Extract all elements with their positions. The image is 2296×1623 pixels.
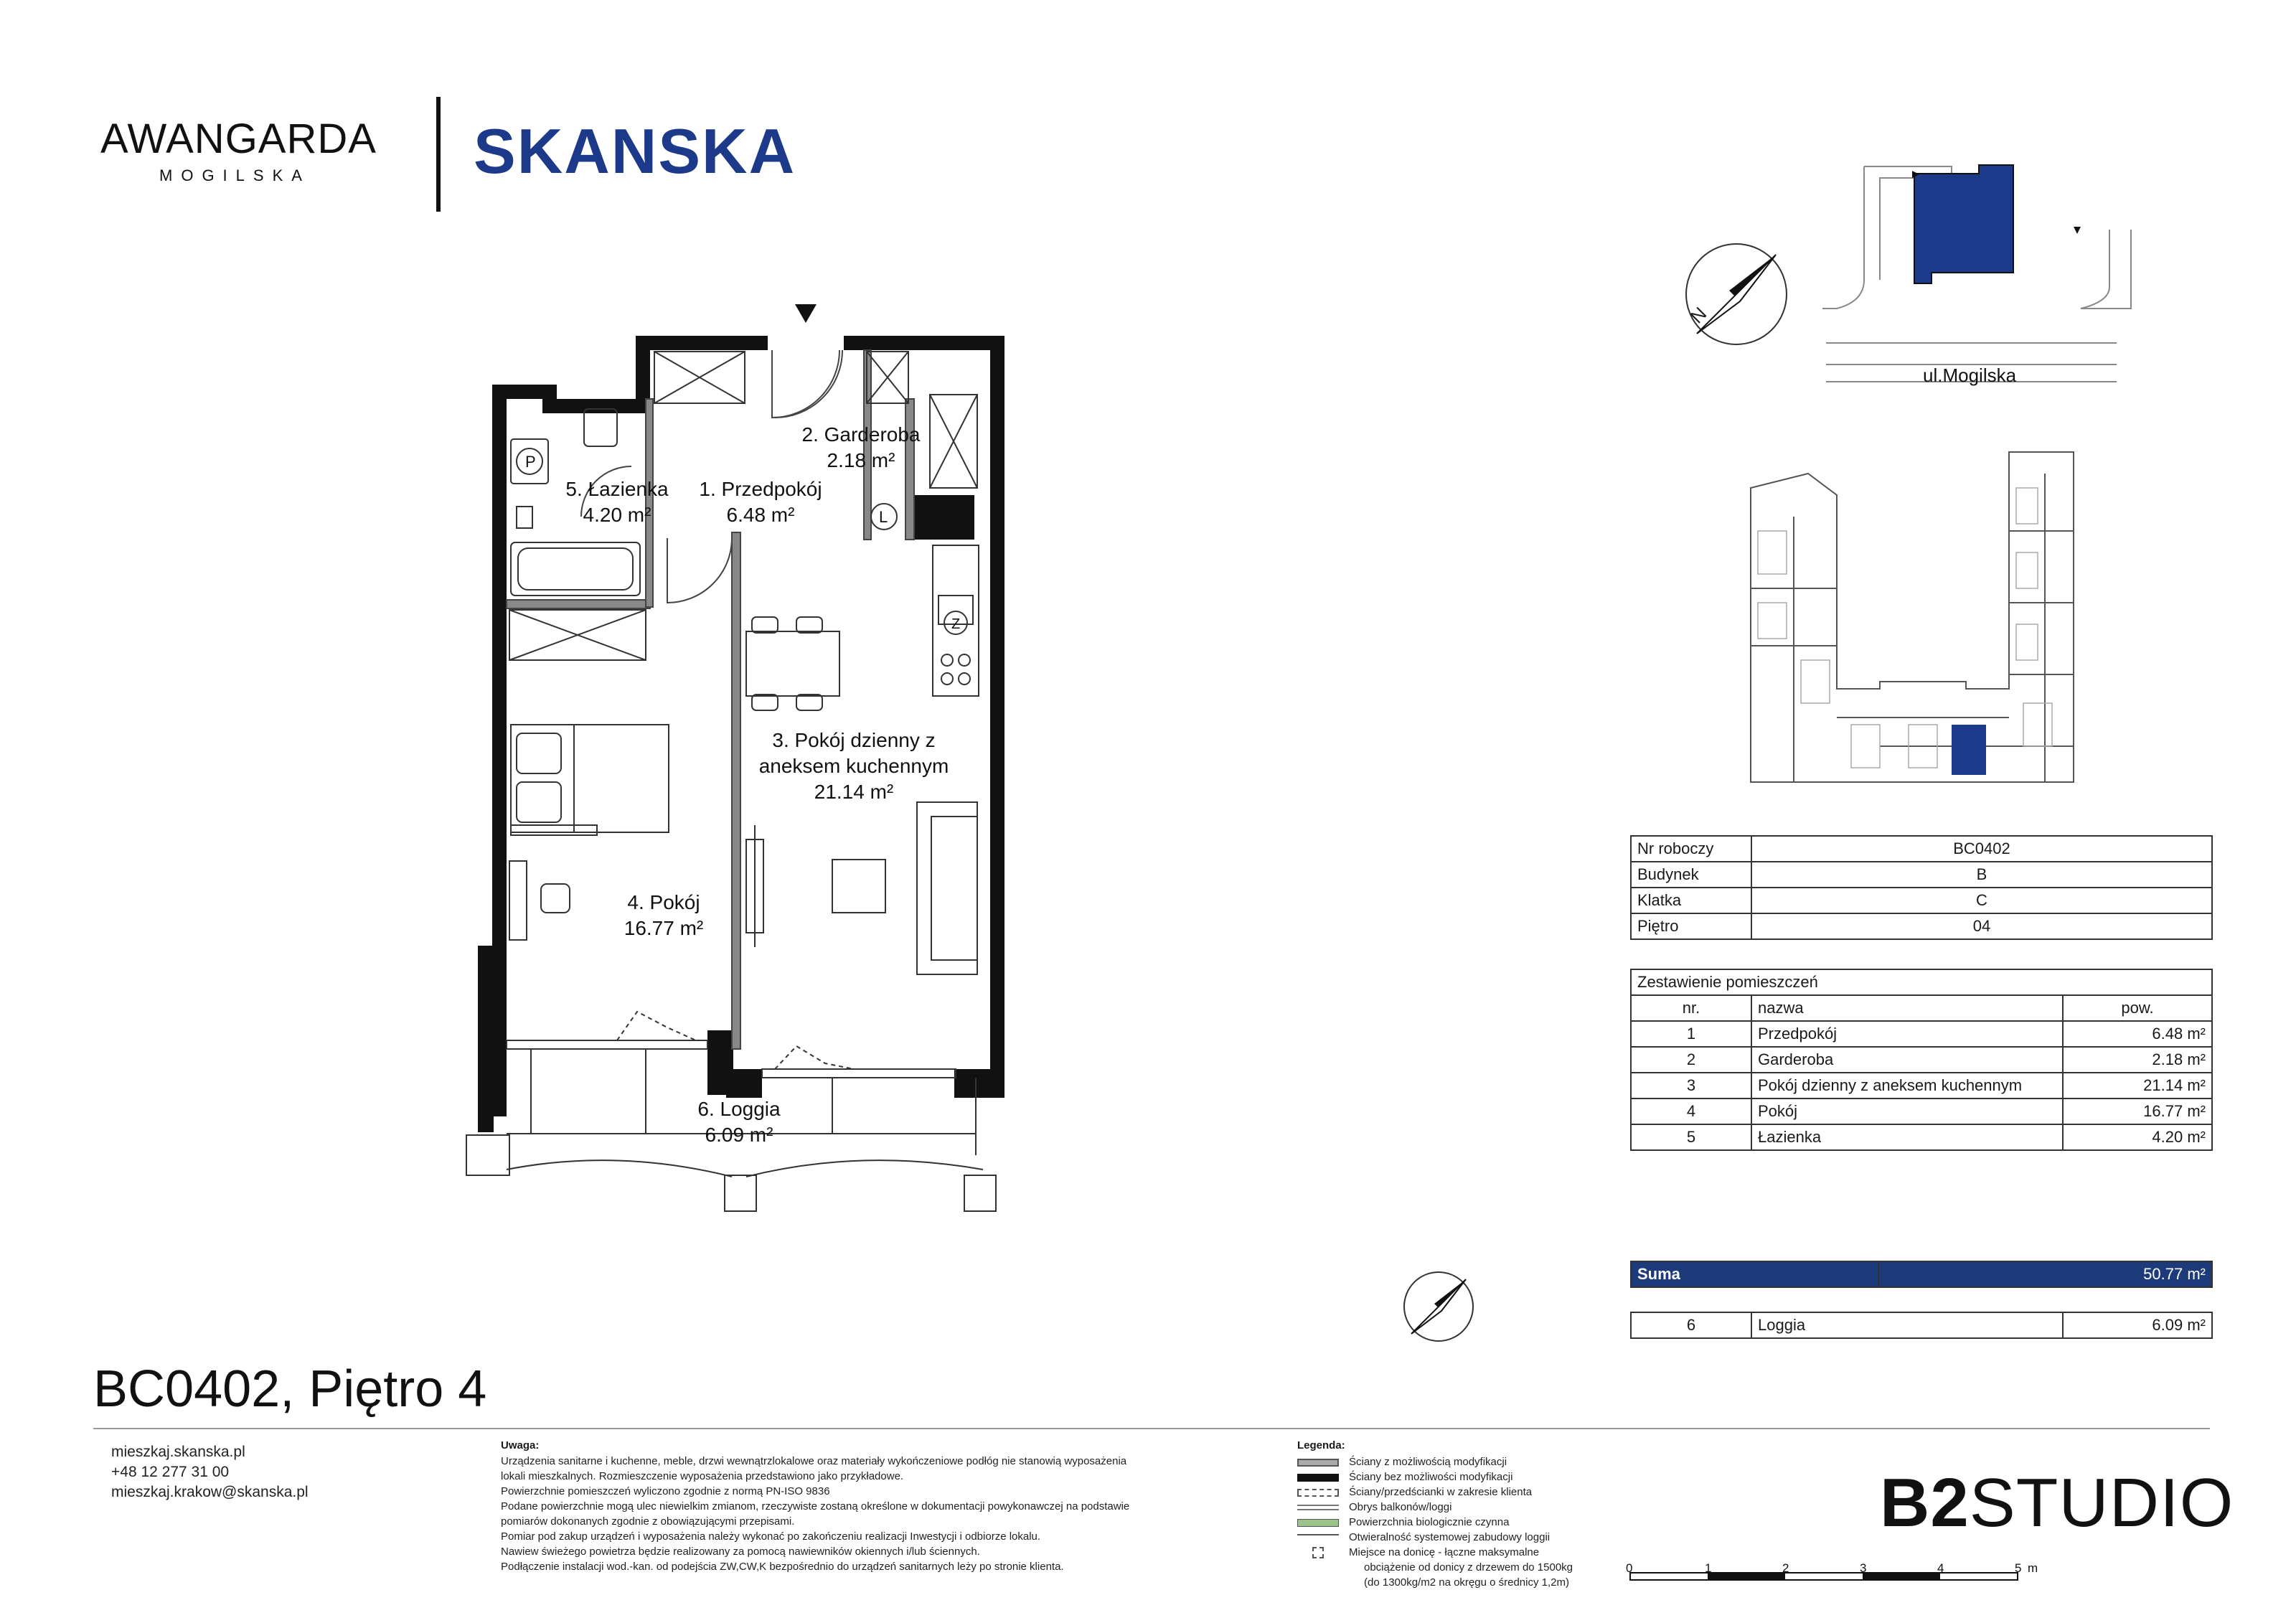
entrance-arrow-icon	[795, 304, 817, 323]
apartment-highlight	[1952, 725, 1986, 775]
notes-block: Urządzenia sanitarne i kuchenne, meble, drzwi wewnątrzlokalowe oraz materiały wykończeniowe podłóg nie stanowią wyposażenia lokali mieszkalnych. Rozmieszczenie wyposażenia przedstawiono jako przykładowe. Powierzchnie pomieszczeń wyliczono zgodnie z normą PN-ISO 9836 Podane powierzchnie mogą ulec niewielkim zmianom, rzeczywiste zostaną określone w dokumentacji powykonawczej na podstawie pomiarów dokonanych zgodnie z obowiązującymi przepisami. Pomiar pod zakup urządzeń i wyposażenia należy wykonać po zakończeniu realizacji Inwestycji i odbiorze lokalu. Nawiew świeżego powietrza będzie realizowany za pomocą nawiewników okiennych i/lub ściennych. Podłączenie instalacji wod.-kan. od podejścia ZW,CW,K bezpośrednio do urządzeń sanitarnych leży po stronie klienta.	[501, 1455, 1130, 1573]
compass-icon	[1686, 244, 1787, 344]
dining-table	[746, 617, 839, 710]
legend-item: (do 1300kg/m2 na okręgu o średnicy 1,2m)	[1364, 1576, 1569, 1589]
room-label-przedpokoj: 1. Przedpokój 6.48 m²	[699, 478, 822, 526]
scale-tick: 1	[1705, 1561, 1712, 1575]
building-footprint	[1914, 165, 2013, 283]
table-row: 5 Łazienka 4.20 m²	[1631, 1124, 2212, 1150]
legend-item: Obrys balkonów/loggi	[1297, 1500, 1452, 1515]
site-plan	[1665, 158, 2167, 416]
legend-item: Ściany bez możliwości modyfikacji	[1297, 1469, 1512, 1485]
room-label-pokoj-dzienny: 3. Pokój dzienny z aneksem kuchennym 21.14 m²	[758, 729, 949, 803]
project-logo-subtitle: MOGILSKA	[159, 166, 311, 184]
fridge-letter: L	[879, 508, 888, 526]
legend-swatch-icon	[1297, 1474, 1339, 1482]
legend-item: Miejsce na donicę - łączne maksymalne	[1297, 1545, 1539, 1560]
legend-item: Ściany z możliwością modyfikacji	[1297, 1454, 1507, 1469]
table-row: 2 Garderoba 2.18 m²	[1631, 1047, 2212, 1073]
table-row: 1 Przedpokój 6.48 m²	[1631, 1021, 2212, 1047]
legend-swatch-icon	[1297, 1519, 1339, 1527]
legend-item: Otwieralność systemowej zabudowy loggii	[1297, 1530, 1550, 1545]
scale-tick: 0	[1626, 1561, 1633, 1575]
project-logo: AWANGARDA	[100, 116, 377, 162]
contact-website[interactable]: mieszkaj.skanska.pl	[111, 1444, 245, 1460]
building-key-plan	[1736, 445, 2109, 789]
apartment-title: BC0402, Piętro 4	[93, 1360, 487, 1418]
room-label-loggia: 6. Loggia 6.09 m²	[697, 1098, 781, 1146]
legend-swatch-icon	[1297, 1489, 1339, 1497]
legend-item: obciążenie od donicy z drzewem do 1500kg	[1364, 1561, 1573, 1573]
compass-icon	[1399, 1267, 1478, 1346]
info-row: Klatka C	[1631, 888, 2212, 913]
room-label-garderoba: 2. Garderoba 2.18 m²	[801, 423, 921, 471]
info-row: Budynek B	[1631, 862, 2212, 888]
sum-row: Suma 50.77 m²	[1631, 1261, 2212, 1287]
legend-swatch-icon	[1312, 1547, 1324, 1558]
legend-swatch-icon	[1297, 1459, 1339, 1467]
company-logo: SKANSKA	[474, 116, 796, 187]
studio-logo: B2STUDIO	[1880, 1464, 2234, 1541]
legend-title: Legenda:	[1297, 1439, 1345, 1452]
rooms-table-title: Zestawienie pomieszczeń	[1631, 969, 2212, 995]
legend-item: Ściany/przedścianki w zakresie klienta	[1297, 1485, 1532, 1500]
table-row: 3 Pokój dzienny z aneksem kuchennym 21.14 m²	[1631, 1073, 2212, 1099]
table-row: 4 Pokój 16.77 m²	[1631, 1099, 2212, 1124]
info-row: Piętro 04	[1631, 913, 2212, 939]
scale-tick: 3	[1860, 1561, 1867, 1575]
contact-email[interactable]: mieszkaj.krakow@skanska.pl	[111, 1484, 309, 1500]
washer-icon: P	[525, 453, 536, 471]
kitchen-letter: Z	[951, 616, 961, 632]
compass-letter: N	[1685, 302, 1711, 328]
table-row: 6 Loggia 6.09 m²	[1631, 1312, 2212, 1338]
scale-tick: 5	[2015, 1561, 2022, 1575]
apartment-info-table	[1630, 835, 2213, 940]
legend-swatch-icon	[1297, 1505, 1339, 1510]
info-row: Nr roboczy BC0402	[1631, 836, 2212, 862]
scale-tick: 4	[1937, 1561, 1944, 1575]
loggia-table	[1630, 1312, 2213, 1339]
legend-item: Powierzchnia biologicznie czynna	[1297, 1515, 1509, 1530]
room-label-pokoj: 4. Pokój 16.77 m²	[624, 891, 704, 939]
scale-unit: m	[2028, 1561, 2038, 1575]
scale-tick: 2	[1782, 1561, 1789, 1575]
contact-phone[interactable]: +48 12 277 31 00	[111, 1464, 230, 1480]
rooms-table	[1630, 969, 2213, 1151]
notes-title: Uwaga:	[501, 1439, 540, 1452]
legend-swatch-icon	[1297, 1534, 1339, 1542]
sum-table	[1630, 1261, 2213, 1288]
room-label-lazienka: 5. Łazienka 4.20 m²	[565, 478, 669, 526]
footer-divider	[93, 1428, 2210, 1429]
rooms-table-header: nr. nazwa pow.	[1631, 995, 2212, 1021]
contact-block	[111, 1442, 309, 1502]
living-furniture	[746, 802, 977, 974]
scale-bar	[1622, 1557, 2052, 1586]
street-label: ul.Mogilska	[1923, 364, 2017, 386]
